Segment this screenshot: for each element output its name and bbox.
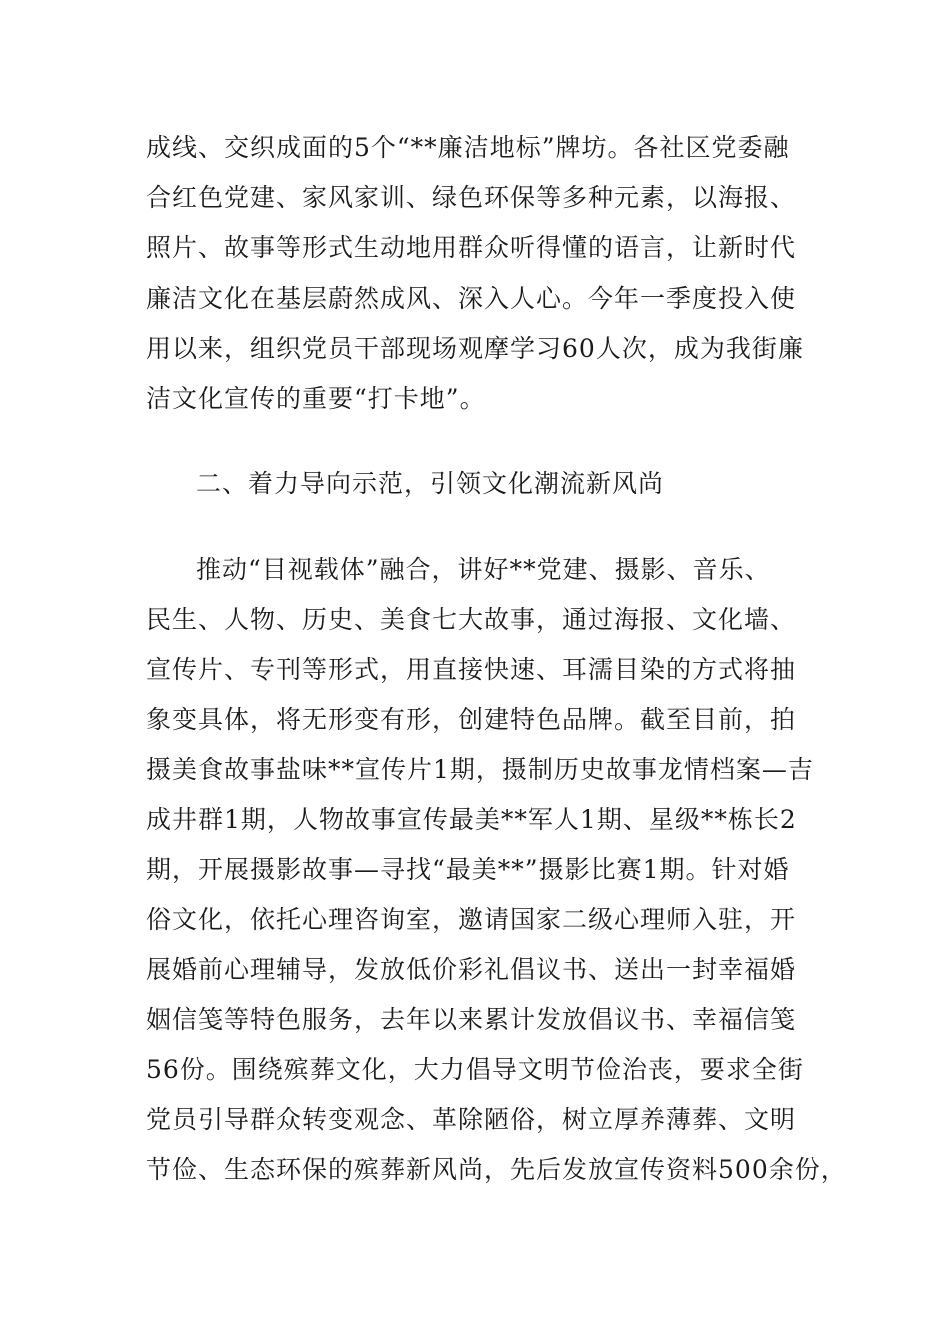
paragraph-line: 推动“目视载体”融合，讲好**党建、摄影、音乐、 [196, 555, 771, 584]
paragraph-line: 合红色党建、家风家训、绿色环保等多种元素，以海报、 [146, 183, 797, 212]
section-heading: 二、着力导向示范，引领文化潮流新风尚 [196, 469, 665, 498]
paragraph-line: 姻信笺等特色服务，去年以来累计发放倡议书、幸福信笺 [146, 1005, 797, 1034]
paragraph-line: 党员引导群众转变观念、革除陋俗，树立厚养薄葬、文明 [146, 1105, 797, 1134]
paragraph-line: 俗文化，依托心理咨询室，邀请国家二级心理师入驻，开 [146, 905, 797, 934]
paragraph-line: 56份。围绕殡葬文化，大力倡导文明节俭治丧，要求全街 [146, 1055, 804, 1084]
paragraph-line: 期，开展摄影故事—寻找“最美**”摄影比赛1期。针对婚 [146, 855, 790, 884]
paragraph-line: 成线、交织成面的5个“**廉洁地标”牌坊。各社区党委融 [146, 133, 790, 162]
paragraph-line: 宣传片、专刊等形式，用直接快速、耳濡目染的方式将抽 [146, 655, 797, 684]
paragraph-line: 用以来，组织党员干部现场观摩学习60人次，成为我街廉 [146, 334, 804, 363]
paragraph-line: 照片、故事等形式生动地用群众听得懂的语言，让新时代 [146, 233, 797, 262]
paragraph-line: 洁文化宣传的重要“打卡地”。 [146, 384, 486, 413]
paragraph-line: 展婚前心理辅导，发放低价彩礼倡议书、送出一封幸福婚 [146, 955, 797, 984]
paragraph-line: 民生、人物、历史、美食七大故事，通过海报、文化墙、 [146, 605, 797, 634]
paragraph-line: 成井群1期，人物故事宣传最美**军人1期、星级**栋长2 [146, 805, 797, 834]
paragraph-line: 廉洁文化在基层蔚然成风、深入人心。今年一季度投入使 [146, 284, 797, 313]
paragraph-line: 节俭、生态环保的殡葬新风尚，先后发放宣传资料500余份， [146, 1155, 847, 1184]
paragraph-line: 象变具体，将无形变有形，创建特色品牌。截至目前，拍 [146, 705, 797, 734]
paragraph-line: 摄美食故事盐味**宣传片1期，摄制历史故事龙情档案—吉 [146, 755, 814, 784]
